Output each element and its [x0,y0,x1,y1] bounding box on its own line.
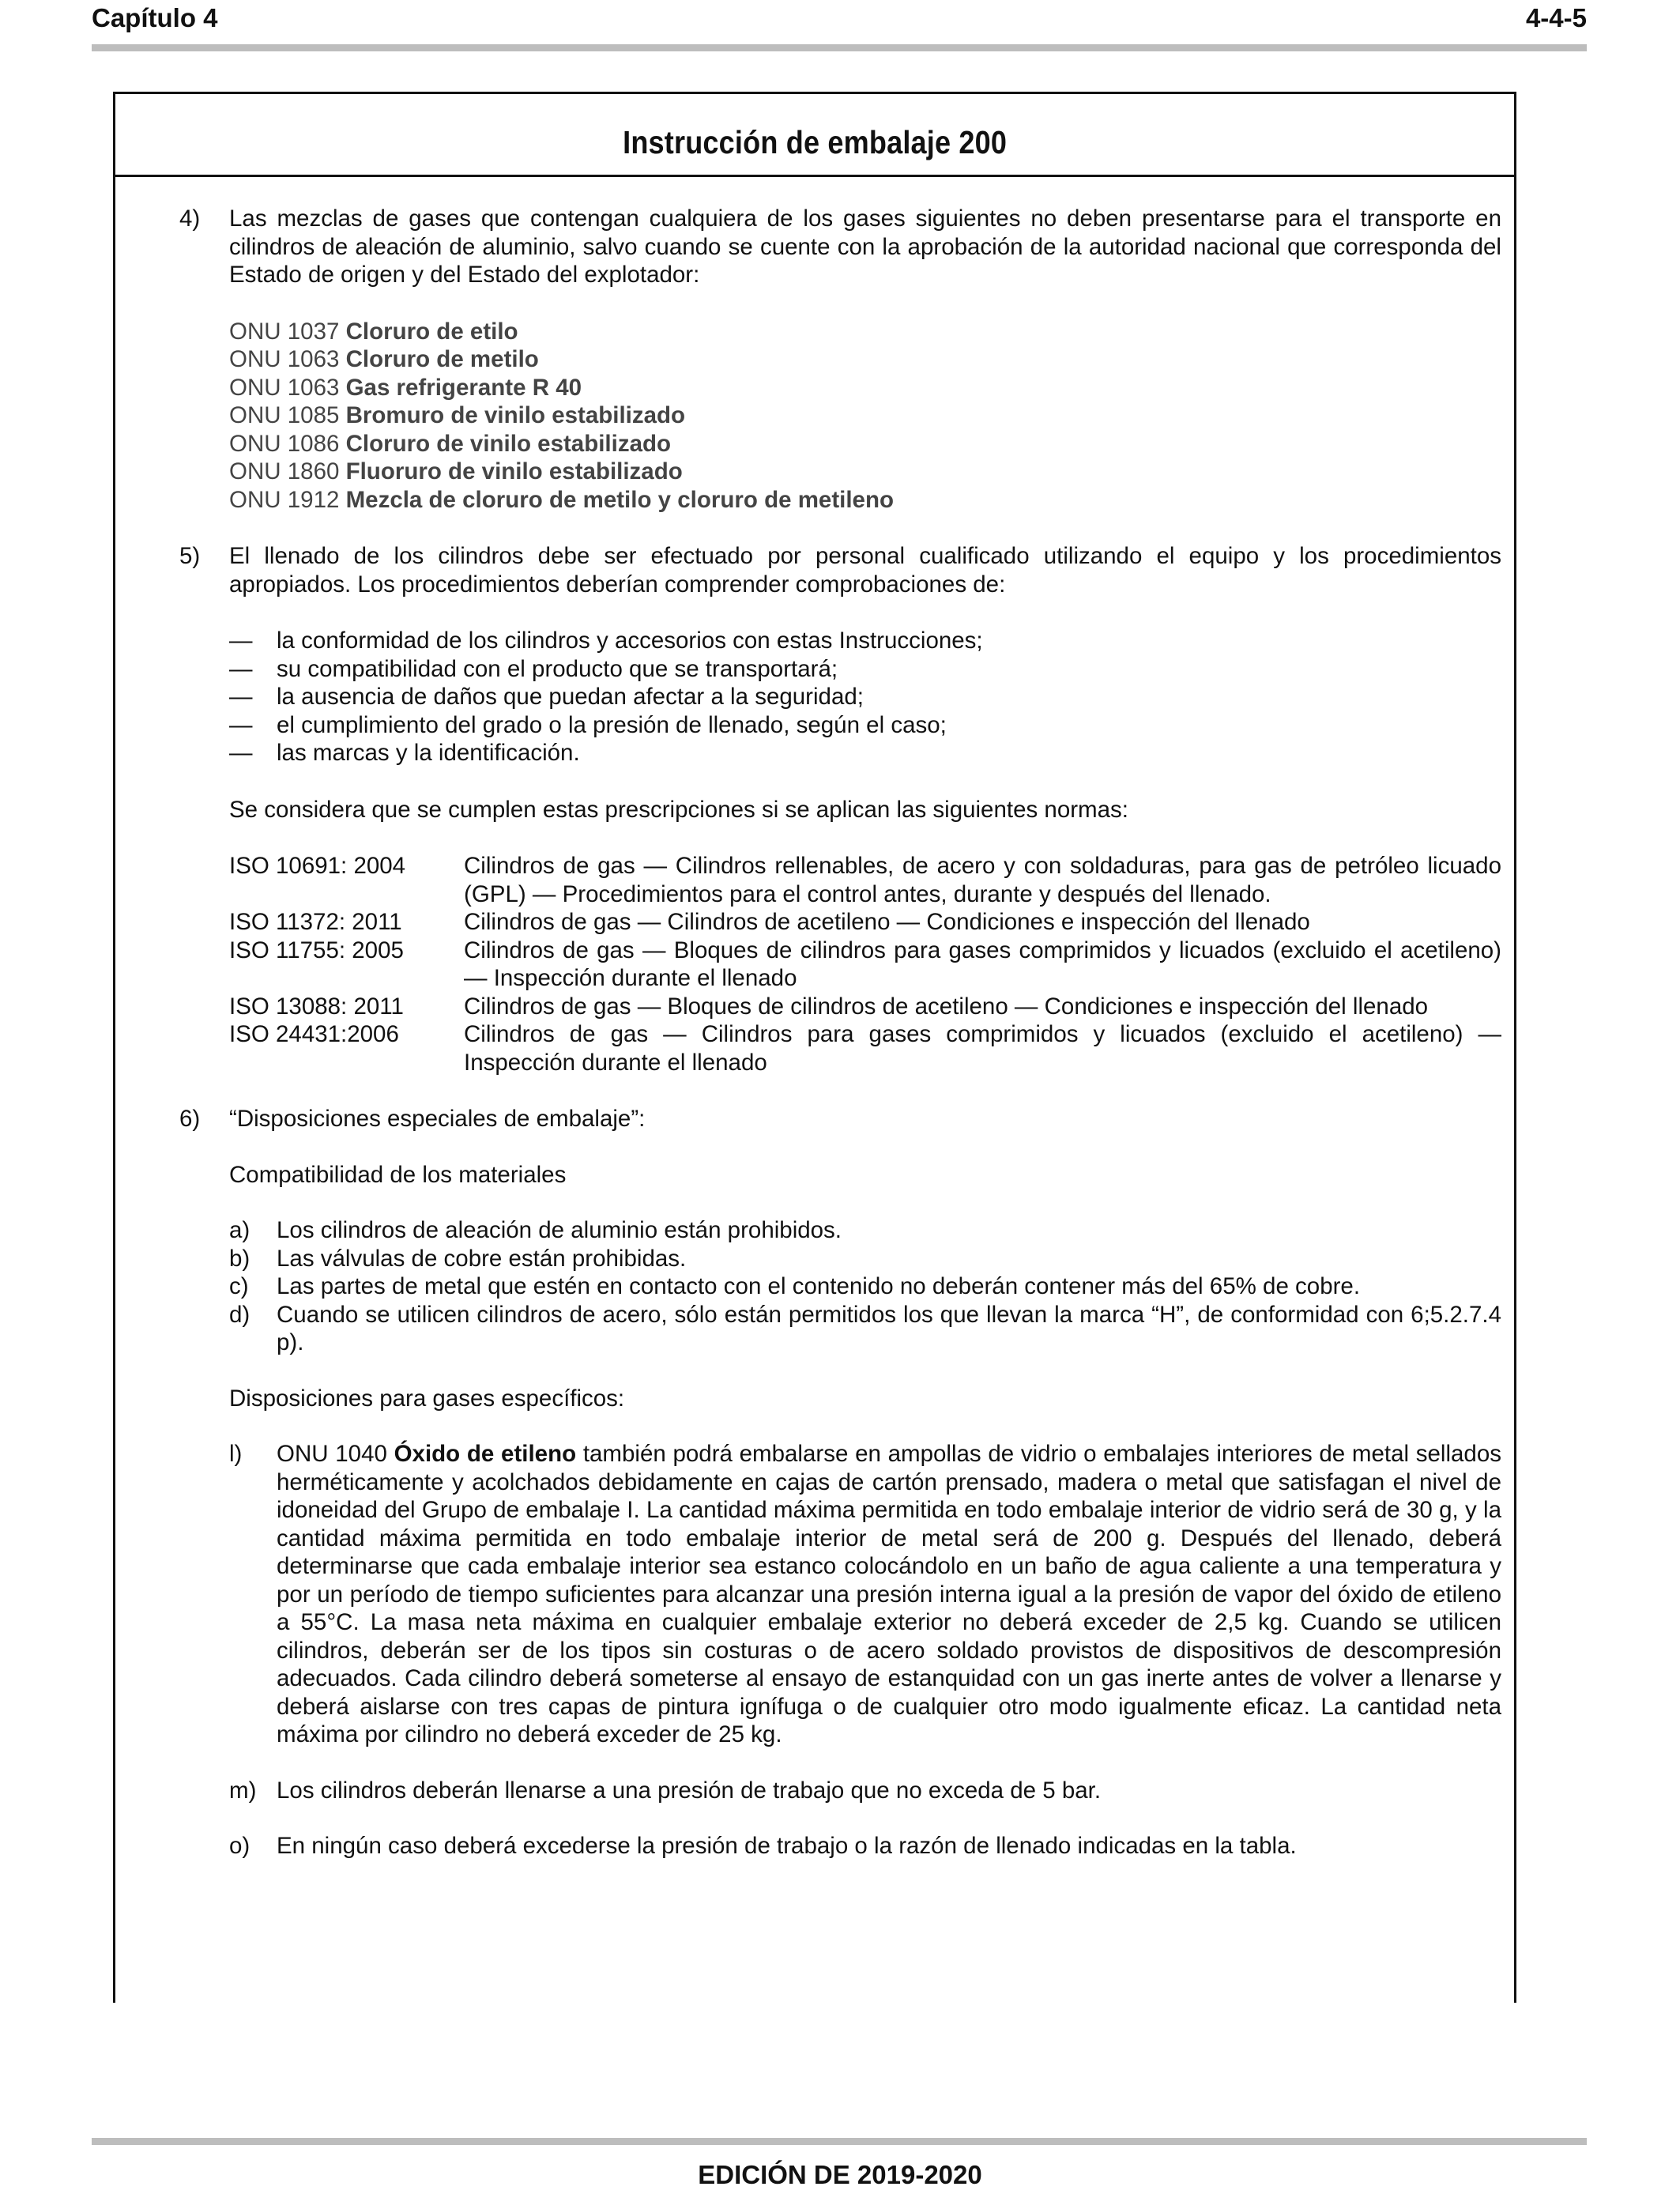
check-item: — las marcas y la identificación. [229,740,580,766]
gas-list [179,318,1501,515]
gas-item: ONU 1086 Cloruro de vinilo estabilizado [229,430,672,457]
norm-code: ISO 11755: 2005 [229,937,404,963]
norm-desc: Cilindros de gas — Cilindros para gases comprimidos y licuados (excluido el acetileno) — Inspección durante el llenado [464,1021,1501,1076]
norm-desc: Cilindros de gas — Bloques de cilindros de acetileno — Condiciones e inspección del llenado [464,993,1429,1020]
check-item: — su compatibilidad con el producto que se transportará; [229,655,838,682]
edition-footer: EDICIÓN DE 2019-2020 [698,2160,982,2189]
compat-list [179,1216,1501,1357]
norm-code: ISO 10691: 2004 [229,853,406,879]
norm-item [179,993,1501,1021]
instruction-content [179,205,1501,1860]
page-title: Instrucción de embalaje 200 [622,124,1008,160]
provision-o: o) En ningún caso deberá excederse la presión de trabajo o la razón de llenado indicadas en la tabla. [229,1833,1297,1859]
check-item: — el cumplimiento del grado o la presión de llenado, según el caso; [229,711,947,738]
gas-item: ONU 1063 Cloruro de metilo [229,346,539,372]
norms-list [179,852,1501,1076]
check-item: — la conformidad de los cilindros y accesorios con estas Instrucciones; [229,628,983,654]
item-text: El llenado de los cilindros debe ser efectuado por personal cualificado utilizando el equipo y los procedimientos apropiados. Los procedimientos deberían comprender comprobaciones de: [229,543,1501,598]
norm-code: ISO 11372: 2011 [229,909,402,935]
gas-item: ONU 1063 Gas refrigerante R 40 [229,374,582,401]
gases-heading: Disposiciones para gases específicos: [229,1385,625,1412]
compat-item: b) Las válvulas de cobre están prohibidas. [229,1245,687,1272]
gas-item: ONU 1860 Fluoruro de vinilo estabilizado [229,458,683,484]
item-4 [179,205,1501,289]
gas-item: ONU 1085 Bromuro de vinilo estabilizado [229,402,686,428]
title-box [115,94,1514,177]
norms-intro: Se considera que se cumplen estas prescripciones si se aplican las siguientes normas: [229,796,1128,823]
footer-rule [92,2138,1587,2145]
norm-code: ISO 13088: 2011 [229,993,404,1020]
norm-desc: Cilindros de gas — Cilindros de acetileno — Condiciones e inspección del llenado [464,909,1310,935]
item-5 [179,542,1501,598]
gas-item: ONU 1037 Cloruro de etilo [229,318,518,345]
gas-item: ONU 1912 Mezcla de cloruro de metilo y cloruro de metileno [229,486,895,513]
compat-item: d) Cuando se utilicen cilindros de acero, sólo están permitidos los que llevan la marca “H”, de conformidad con 6;5.2.7.4 p). [229,1301,1501,1355]
check-item: — la ausencia de daños que puedan afectar a la seguridad; [229,684,864,710]
norm-desc: Cilindros de gas — Bloques de cilindros para gases comprimidos y licuados (excluido el acetileno) — Inspección durante el llenado [464,937,1501,991]
page-number: 4-4-5 [1525,3,1587,32]
item-number: 5) [179,543,201,569]
compat-item: c) Las partes de metal que estén en contacto con el contenido no deberán contener más del 65% de cobre. [229,1273,1361,1299]
instruction-frame [113,92,1516,2003]
header-rule [92,44,1587,51]
item-number: 4) [179,205,201,232]
item-text: Las mezclas de gases que contengan cualquiera de los gases siguientes no deben presentarse para el transporte en cilindros de aleación de aluminio, salvo cuando se cuente con la aprobación de la autoridad nacional que corresponda del Estado de origen y del Estado del explotador: [229,205,1501,288]
compat-item: a) Los cilindros de aleación de aluminio están prohibidos. [229,1217,842,1243]
item-number: 6) [179,1106,201,1132]
chapter-label: Capítulo 4 [92,3,218,32]
item-6 [179,1105,1501,1133]
norm-desc: Cilindros de gas — Cilindros rellenables, de acero y con soldaduras, para gas de petróleo licuado (GPL) — Procedimientos para el control antes, durante y después del llenado. [464,853,1501,907]
norm-item [179,937,1501,993]
norm-item [179,908,1501,937]
norm-item [179,1020,1501,1076]
provision-l: l) ONU 1040 Óxido de etileno también podrá embalarse en ampollas de vidrio o embalajes interiores de metal sellados herméticamente y acolchados debidamente en cajas de cartón prensado, madera o metal que satisfagan el nivel de idoneidad del Grupo de embalaje I. La cantidad máxima permitida en todo embalaje interior de vidrio será de 30 g, y la cantidad máxima permitida en todo embalaje interior de metal será de 200 g. Después del llenado, deberá determinarse que cada embalaje interior sea estanco colocándolo en un baño de agua caliente a una temperatura y por un período de tiempo suficientes para alcanzar una presión interna igual a la presión de vapor del óxido de etileno a 55°C. La masa neta máxima en cualquier embalaje exterior no deberá exceder de 2,5 kg. Cuando se utilicen cilindros, deberán ser de los tipos sin costuras o de acero soldado provistos de dispositivos de descompresión adecuados. Cada cilindro deberá someterse al ensayo de estanquidad con un gas inerte antes de volver a llenarse y deberá aislarse con tres capas de pintura ignífuga o de cualquier otro modo igualmente eficaz. La cantidad neta máxima por cilindro no deberá exceder de 25 kg. [229,1441,1501,1747]
norm-item [179,852,1501,908]
item-text: “Disposiciones especiales de embalaje”: [229,1106,646,1132]
check-list [179,627,1501,767]
page-header [92,0,1587,36]
norm-code: ISO 24431:2006 [229,1021,399,1047]
provision-m: m) Los cilindros deberán llenarse a una presión de trabajo que no exceda de 5 bar. [229,1777,1102,1804]
compat-heading: Compatibilidad de los materiales [229,1161,567,1188]
